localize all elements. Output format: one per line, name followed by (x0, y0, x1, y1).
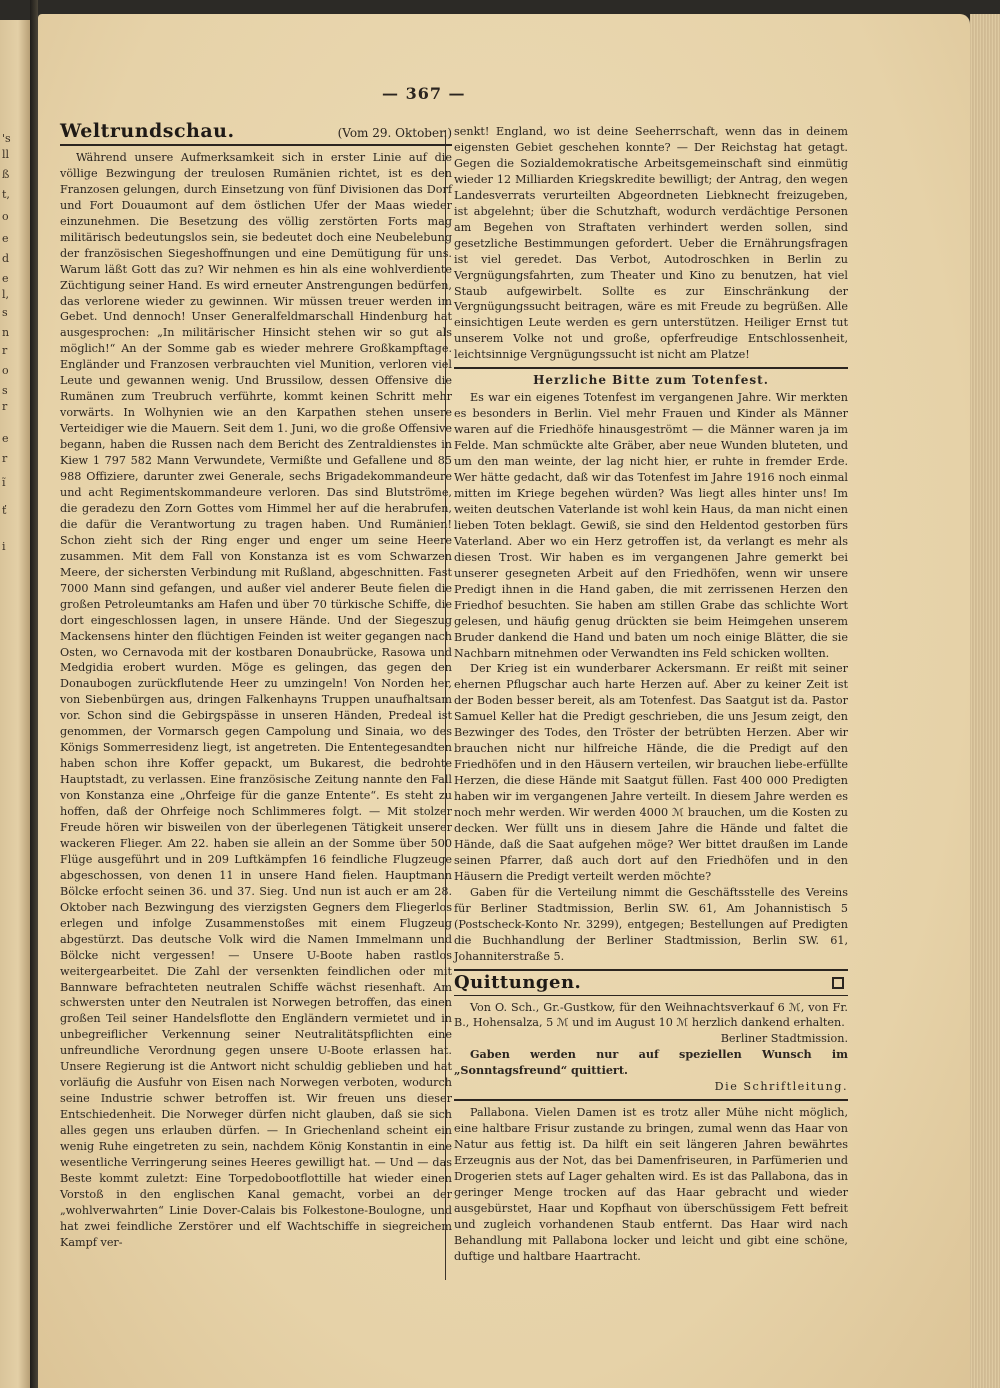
margin-fragment: r (2, 344, 8, 357)
weltrundschau-paragraph: Während unsere Aufmerksamkeit sich in erster Linie auf die völlige Bezwingung der treulosen Rumänien richtet, ist es den Franzosen gelungen, durch Einsetzung von fünf Divisionen das Dorf und Fort Douaumont auf dem östlichen Ufer der Maas wieder einzunehmen. Die Besetzung des völlig zerstörten Forts mag militärisch bedeutungslos sein, sie bedeutet doch eine Neubelebung der französischen Siegeshoffnungen und eine Demütigung für uns. Warum läßt Gott das zu? Wir nehmen es hin als eine wohlverdiente Züchtigung seiner Hand. Es wird erneuter Anstrengungen bedürfen, das verlorene wieder zu gewinnen. Wir müssen treuer werden im Gebet. Und dennoch! Unser Generalfeldmarschall Hindenburg hat ausgesprochen: „In militärischer Hinsicht stehen wir so gut als möglich!“ An der Somme gab es wieder mehrere Großkampftage. Engländer und Franzosen verbrauchten viel Munition, verloren viel Leute und gewannen wenig. Und Brussilow, dessen Offensive die Rumänen zum Treubruch verführte, kommt keinen Schritt mehr vorwärts. In Wolhynien wie an den Karpathen stehen unsere Verteidiger wie die Mauern. Seit dem 1. Juni, wo die große Offensive begann, haben die Russen nach dem Bericht des Zentraldienstes in Kiew 1 797 582 Mann Verwundete, Vermißte und Gefallene und 85 988 Offiziere, darunter zwei Generale, sechs Brigadekommandeure und acht Regimentskommandeure verloren. Das sind Blutströme, die geradezu den Zorn Gottes vom Himmel her auf die herabrufen, die dafür die Verantwortung zu tragen haben. Und Rumänien! Schon zieht sich der Ring enger und enger um seine Heere zusammen. Mit dem Fall von Konstanza ist es vom Schwarzen Meere, der sichersten Verbindung mit Rußland, abgeschnitten. Fast 7000 Mann sind gefangen, und außer viel anderer Beute fielen die großen Petroleumtanks am Hafen und über 70 türkische Schiffe, die dort eingeschlossen lagen, in unsere Hände. Und der Siegeszug Mackensens hinter den flüchtigen Feinden ist weiter gegangen nach Osten, wo Cernavoda mit der kostbaren Donaubrücke, Rasowa und Medgidia erobert wurden. Möge es gelingen, das gegen den Donaubogen zurückflutende Heer zu umzingeln! Von Norden her, von Siebenbürgen aus, dringen Falkenhayns Truppen unaufhaltsam vor. Schon sind die Gebirgspässe in unseren Händen, Predeal ist genommen, der Vormarsch gegen Campolung und Sinaia, wo des Königs Sommerresidenz liegt, ist angetreten. Die Ententegesandten haben schon ihre Koffer gepackt, um Bukarest, die bedrohte Hauptstadt, zu verlassen. Eine französische Zeitung nannte den Fall von Konstanza eine „Ohrfeige für die ganze Entente“. Es steht zu hoffen, daß der Ohrfeige noch Schlimmeres folgt. — Mit stolzer Freude hören wir bisweilen von der überlegenen Tätigkeit unserer wackeren Flieger. Am 22. haben sie allein an der Somme über 500 Flüge ausgeführt und in 209 Luftkämpfen 16 feindliche Flugzeuge abgeschossen, von denen 11 in unsere Hand fielen. Hauptmann Bölcke erfocht seinen 36. und 37. Sieg. Und nun ist auch er am 28. Oktober nach Bezwingung des vierzigsten Gegners dem Fliegerlos erlegen und infolge Zusammenstoßes mit einem Flugzeug abgestürzt. Das deutsche Volk wird die Namen Immelmann und Bölcke nicht vergessen! — Unsere U-Boote haben rastlos weitergearbeitet. Die Zahl der versenkten feindlichen oder mit Bannware befrachteten neutralen Schiffe wächst riesenhaft. Am schwersten unter den Neutralen ist Norwegen betroffen, das einen großen Teil seiner Handelsflotte den Engländern vermietet und in unbegreiflicher Verkennung seiner Neutralitätspflichten eine unfreundliche Verordnung gegen unsere U-Boote erlassen hat. Unsere Regierung ist die Antwort nicht schuldig geblieben und hat vorläufig die Ausfuhr von Eisen nach Norwegen verboten, wodurch seine Industrie schwer betroffen ist. Wir freuen uns dieser Entschiedenheit. Die Norweger dürfen nicht glauben, daß sie sich alles gegen uns erlauben dürfen. — In Griechenland scheint ein wenig Ruhe eingetreten zu sein, nachdem König Konstantin in eine wesentliche Verringerung seines Heeres gewilligt hat. — Und — das Beste kommt zuletzt: Eine Torpedobootflottille hat wieder einen Vorstoß in den englischen Kanal gemacht, vorbei an der „wohlverwahrten“ Linie Dover-Calais bis Folkestone-Boulogne, und hat zwei feindliche Zerstörer und elf Wachtschiffe in siegreichem Kampf ver- (60, 150, 452, 1249)
margin-fragment: ll (2, 148, 10, 161)
section-rule (454, 969, 848, 971)
quittungen-text: Von O. Sch., Gr.-Gustkow, für den Weihnachtsverkauf 6 ℳ, von Fr. B., Hohensalza, 5 ℳ und im August 10 ℳ herzlich dankend erhalten. (454, 1000, 848, 1030)
weltrundschau-header (60, 120, 452, 146)
totenfest-paragraph: Der Krieg ist ein wunderbarer Ackersmann. Er reißt mit seiner ehernen Pflugschar auch harte Herzen auf. Aber zu keiner Zeit ist der Boden besser bereit, als am Totenfest. Das Saatgut ist da. Pastor Samuel Keller hat die Predigt geschrieben, die uns Jesum zeigt, den Bezwinger des Todes, den Tröster der betrübten Herzen. Aber wir brauchen nicht nur hilfreiche Hände, die die Predigt auf den Friedhöfen und in den Häusern verteilen, wir brauchen liebe-erfüllte Herzen, die diese Hände mit Saatgut füllen. Fast 400 000 Predigten haben wir im vergangenen Jahre verteilt. In diesem Jahre werden es noch mehr werden. Wir werden 4000 ℳ brauchen, um die Kosten zu decken. Wer füllt uns in diesem Jahre die Hände und faltet die Hände, daß die Saat aufgehen möge? Wer bittet draußen im Lande seinen Pfarrer, daß auch dort auf den Friedhöfen und in den Häusern die Predigt verteilt werden möchte? (454, 662, 848, 883)
quittungen-sender: Berliner Stadtmission. (720, 1032, 848, 1046)
margin-fragment: ĩ (2, 476, 6, 489)
square-ornament-icon (832, 977, 844, 989)
margin-fragment: e (2, 432, 9, 445)
margin-fragment: e (2, 232, 9, 245)
margin-fragment: e (2, 272, 9, 285)
margin-fragment: t, (2, 188, 10, 201)
margin-fragment: l, (2, 288, 10, 301)
right-column (454, 124, 848, 1265)
book-gutter (30, 0, 38, 1388)
margin-fragment: r (2, 400, 8, 413)
weltrundschau-date: (Vom 29. Oktober.) (337, 126, 452, 140)
margin-fragment: o (2, 364, 9, 377)
margin-fragment: ť (2, 504, 7, 517)
quittungen-header (454, 971, 848, 993)
quittungen-note: Gaben werden nur auf speziellen Wunsch im „Sonntagsfreund“ quittiert. (454, 1047, 848, 1078)
quittungen-signature: Die Schriftleitung. (714, 1080, 848, 1094)
book-page (38, 14, 970, 1388)
pallabona-paragraph: Pallabona. Vielen Damen ist es trotz aller Mühe nicht möglich, eine haltbare Frisur zustande zu bringen, zumal wenn das Haar von Natur aus fettig ist. Da hilft ein seit längeren Jahren bewährtes Erzeugnis aus der Not, das bei Damenfriseuren, in Parfümerien und Drogerien stets auf Lager gehalten wird. Es ist das Pallabona, das in geringer Menge trocken auf das Haar gebracht und wieder ausgebürstet, Haar und Kopfhaut von überschüssigem Fett befreit und zugleich vorhandenen Staub entfernt. Das Haar wird nach Behandlung mit Pallabona locker und leicht und gibt eine schöne, duftige und haltbare Haartracht. (454, 1106, 848, 1263)
totenfest-title: Herzliche Bitte zum Totenfest. (533, 373, 769, 388)
section-rule (454, 367, 848, 369)
page-stack-edge (970, 14, 1000, 1388)
totenfest-paragraph: Es war ein eigenes Totenfest im vergangenen Jahre. Wir merkten es besonders in Berlin. Viel mehr Frauen und Kinder als Männer waren auf die Friedhöfe hinausgeströmt — die Männer waren ja im Felde. Man schmückte alte Gräber, aber neue Wunden bluteten, und um den man weinte, der lag nicht hier, er ruhte in fremder Erde. Wer hätte gedacht, daß wir das Totenfest im Jahre 1916 noch einmal mitten im Kriege begehen würden? Was liegt alles hinter uns! Im weiten deutschen Vaterlande ist wohl kein Haus, da man nicht einen lieben Toten beklagt. Gewiß, sie sind den Heldentod gestorben fürs Vaterland. Aber wo ein Herz getroffen ist, da verlangt es mehr als diesen Trost. Wir haben es im vergangenen Jahre gemerkt bei unserer gesegneten Arbeit auf den Friedhöfen, wenn wir unsere Predigt ihnen in die Hand gaben, die mit zerrissenen Herzen den Friedhof besuchten. Sie haben am stillen Grabe das schlichte Wort gelesen, und häufig genug drückten sie beim Heimgehen unserem Bruder dankend die Hand und baten um noch einige Blätter, die sie Nachbarn mitnehmen oder Verwandten ins Feld schicken wollten. (454, 391, 848, 660)
margin-fragment: i (2, 540, 6, 553)
margin-fragment: o (2, 210, 9, 223)
margin-fragment: s (2, 384, 8, 397)
left-column (60, 120, 452, 1251)
margin-fragment: n (2, 326, 10, 339)
weltrundschau-title: Weltrundschau. (60, 120, 235, 142)
margin-fragment: 's (2, 132, 11, 145)
margin-fragment: s (2, 306, 8, 319)
quittungen-title: Quittungen. (454, 971, 582, 993)
margin-fragment: d (2, 252, 10, 265)
totenfest-paragraph: Gaben für die Verteilung nimmt die Geschäftsstelle des Vereins für Berliner Stadtmission, Berlin SW. 61, Am Johannistisch 5 (Postscheck-Konto Nr. 3299), entgegen; Bestellungen auf Predigten die Buchhandlung der Berliner Stadtmission, Berlin SW. 61, Johanniterstraße 5. (454, 885, 848, 963)
adjacent-page-edge (0, 20, 30, 1388)
section-rule (454, 995, 848, 996)
page-number: — 367 — (382, 84, 466, 103)
continuation-paragraph: senkt! England, wo ist deine Seeherrschaft, wenn das in deinem eigensten Gebiet geschehen konnte? — Der Reichstag hat getagt. Gegen die Sozialdemokratische Arbeitsgemeinschaft sind einmütig wieder 12 Milliarden Kriegskredite bewilligt; der Antrag, den wegen Landesverrats verurteilten Abgeordneten Liebknecht freizugeben, ist abgelehnt; über die Schutzhaft, wodurch verdächtige Personen am Begehen von Straftaten verhindert werden sollen, sind gesetzliche Bestimmungen gefordert. Ueber die Ernährungsfragen ist viel geredet. Das Verbot, Autodroschken in Berlin zu Vergnügungsfahrten, zum Theater und Kino zu benutzen, hat viel Staub aufgewirbelt. Sollte es zur Einschränkung der Vergnügungssucht beitragen, wäre es mit Freude zu begrüßen. Alle einsichtigen Leute werden es gern unterstützen. Heiliger Ernst tut unserem Volke not und große, opferfreudige Entschlossenheit, leichtsinnige Vergnügungssucht ist nicht am Platze! (454, 125, 848, 362)
margin-fragment: r (2, 452, 8, 465)
section-rule (454, 1099, 848, 1101)
margin-fragment: ß (2, 168, 10, 181)
